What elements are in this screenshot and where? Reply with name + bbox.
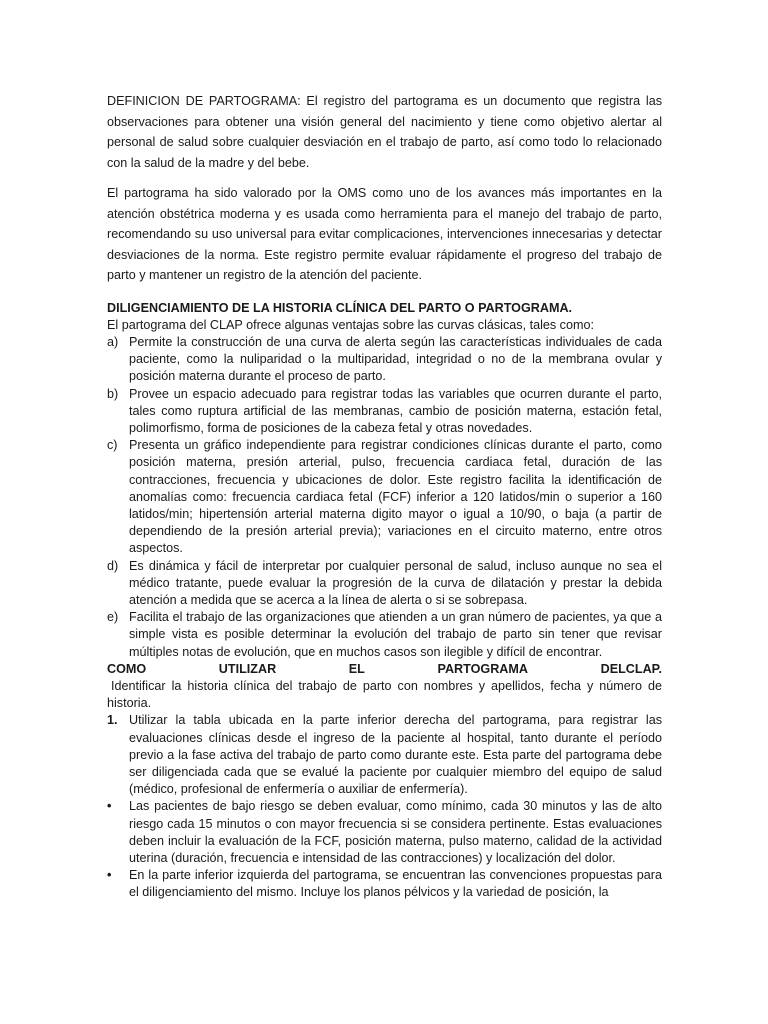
- list-item-e: [107, 609, 662, 661]
- list-item-a: [107, 334, 662, 386]
- list-item-text: Presenta un gráfico independiente para registrar condiciones clínicas durante el parto, como posición materna, presión arterial, pulso, frecuencia cardiaca fetal, duración de las contracciones, frecuencia y ubicaciones de dolor. Este registro facilita la identificación de anomalías como: frecuencia cardiaca fetal (FCF) inferior a 120 latidos/min o superior a 160 latidos/min; hipertensión arterial materna digito mayor o igual a 10/90, o baja (a partir de dependiendo de la presión arterial previa); variaciones en el circuito materno, entre otros aspectos.: [129, 438, 662, 556]
- list-item-text: Utilizar la tabla ubicada en la parte inferior derecha del partograma, para registrar las evaluaciones clínicas desde el ingreso de la paciente al hospital, tanto durante el período previo a la fase activa del trabajo de parto como durante este. Esta parte del partograma debe ser diligenciada cada que se evalué la paciente por cualquier miembro del equipo de salud (médico, profesional de enfermería o auxiliar de enfermería).: [129, 713, 662, 797]
- document-body: [107, 91, 662, 902]
- section-heading-como-utilizar: [107, 661, 662, 678]
- list-item-text: Provee un espacio adecuado para registrar todas las variables que ocurren durante el parto, tales como ruptura artificial de las membranas, cambio de posición materna, estación fetal, polimorfismo, forma de posiciones de la cabeza fetal y otras novedades.: [129, 386, 662, 435]
- heading-word: EL: [348, 661, 365, 676]
- identify-paragraph: Identificar la historia clínica del trabajo de parto con nombres y apellidos, fecha y número de historia.: [107, 678, 662, 711]
- list-marker: b): [107, 386, 119, 401]
- heading-word: COMO: [107, 661, 147, 676]
- list-item-text: Permite la construcción de una curva de alerta según las características individuales de cada paciente, como la nuliparidad o la multiparidad, integridad o no de la membrana ovular y posición materna durante el proceso de parto.: [129, 334, 662, 384]
- list-item-d: [107, 558, 662, 610]
- bullet-item-riesgo: [107, 798, 662, 867]
- section-intro-clap: El partograma del CLAP ofrece algunas ventajas sobre las curvas clásicas, tales como:: [107, 317, 594, 332]
- bullet-marker: •: [107, 868, 112, 883]
- list-marker: c): [107, 438, 118, 453]
- list-marker: d): [107, 558, 119, 573]
- heading-word: PARTOGRAMA: [437, 661, 528, 676]
- list-item-text: En la parte inferior izquierda del partograma, se encuentran las convenciones propuestas para el diligenciamiento del mismo. Incluye los planos pélvicos y la variedad de posición, la: [129, 868, 662, 900]
- list-item-text: Facilita el trabajo de las organizaciones que atienden a un gran número de pacientes, ya que a simple vista es posible determinar la evolución del trabajo de parto sin tener que revisar múltiples notas de evolución, que en muchos casos son ilegible y difícil de encontrar.: [129, 610, 662, 659]
- list-item-text: Las pacientes de bajo riesgo se deben evaluar, como mínimo, cada 30 minutos y las de alto riesgo cada 15 minutos o con mayor frecuencia si se considera pertinente. Estas evaluaciones deben incluir la evaluación de la FCF, posición materna, pulso materno, calidad de la actividad uterina (duración, frecuencia e intensidad de las contracciones) y localización del dolor.: [129, 799, 662, 865]
- list-item-b: [107, 386, 662, 438]
- definition-paragraph: DEFINICION DE PARTOGRAMA: El registro del partograma es un documento que registra las observaciones para obtener una visión general del nacimiento y tiene como objetivo alertar al personal de salud sobre cualquier desviación en el trabajo de parto, así como todo lo relacionado con la salud de la madre y del bebe.: [107, 94, 662, 170]
- heading-word: UTILIZAR: [218, 661, 277, 676]
- bullet-marker: •: [107, 799, 112, 814]
- list-marker: e): [107, 610, 119, 625]
- list-marker: 1.: [107, 713, 118, 728]
- section-heading-diligenciamiento: DILIGENCIAMIENTO DE LA HISTORIA CLÍNICA DEL PARTO O PARTOGRAMA.: [107, 300, 573, 315]
- oms-paragraph: El partograma ha sido valorado por la OMS como uno de los avances más importantes en la atención obstétrica moderna y es usada como herramienta para el manejo del trabajo de parto, recomendando su uso universal para evitar complicaciones, intervenciones innecesarias y detectar desviaciones de la norma. Este registro permite evaluar rápidamente el progreso del trabajo de parto y mantener un registro de la atención del paciente.: [107, 186, 662, 282]
- list-item-text: Es dinámica y fácil de interpretar por cualquier personal de salud, incluso aunque no sea el médico tratante, puede evaluar la progresión de la curva de dilatación y prestar la debida atención a medida que se acerca a la línea de alerta o si se sobrepasa.: [129, 558, 662, 607]
- bullet-item-convenciones: [107, 867, 662, 901]
- heading-word: DELCLAP.: [600, 661, 662, 676]
- list-item-1: [107, 712, 662, 798]
- list-marker: a): [107, 334, 119, 349]
- list-item-c: [107, 437, 662, 557]
